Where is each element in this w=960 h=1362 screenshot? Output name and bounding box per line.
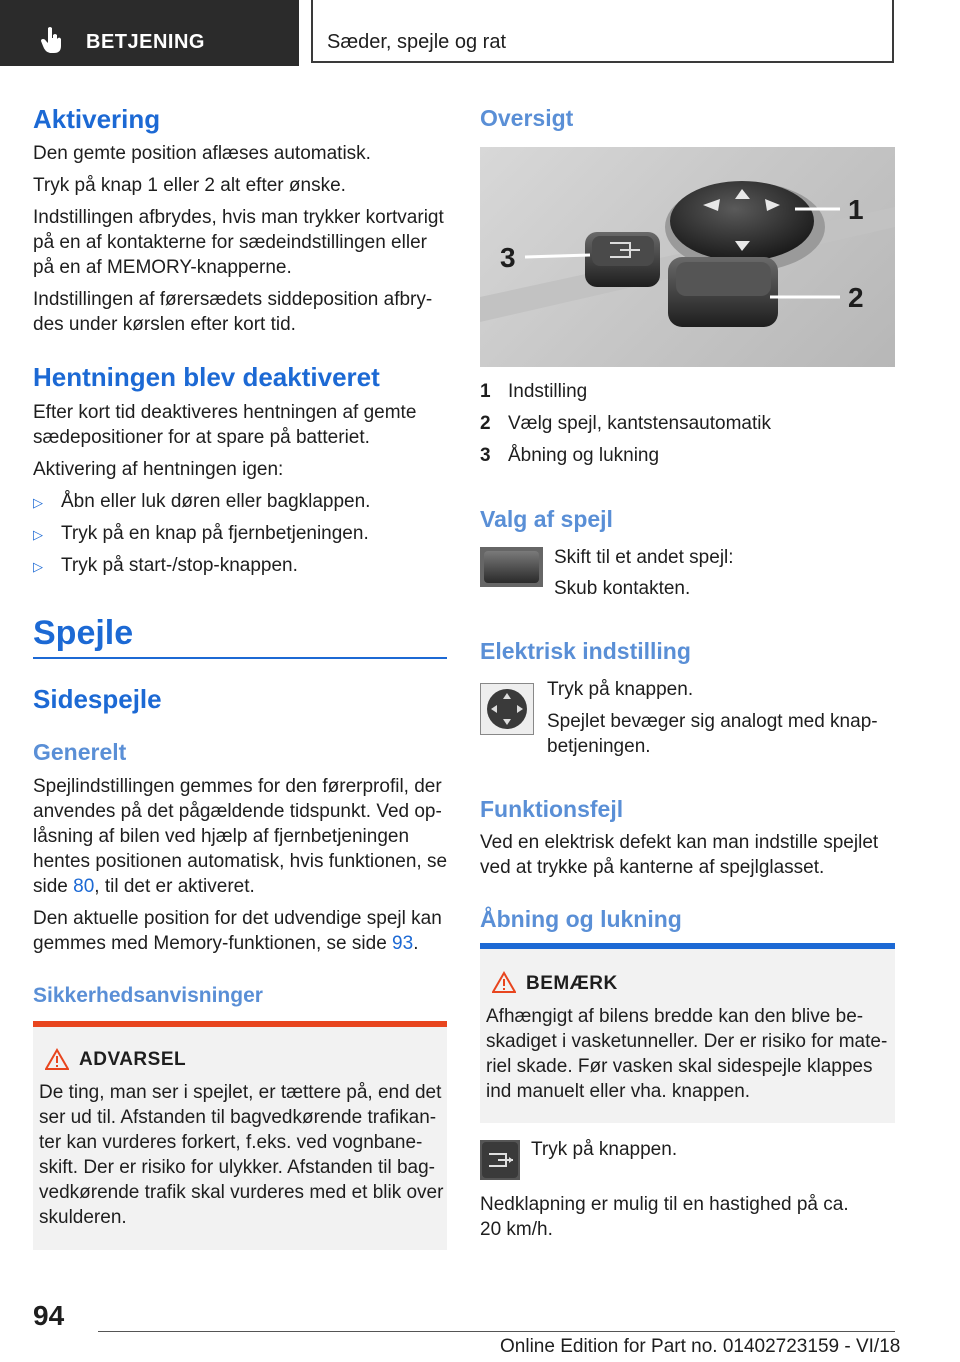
paragraph-line: Efter kort tid deaktiveres hentningen af gemte: [33, 402, 417, 423]
list-item: ▷ Åbn eller luk døren eller bagklappen.: [33, 489, 370, 515]
section-title: BETJENING: [86, 31, 205, 53]
paragraph: Aktivering af hentningen igen:: [33, 459, 284, 480]
note-line: ind manuelt eller vha. knappen.: [486, 1081, 751, 1102]
paragraph: Skift til et andet spejl:: [554, 547, 734, 568]
paragraph-line: på en af kontakterne for sædeindstillingen eller: [33, 232, 427, 253]
note-title: BEMÆRK: [526, 973, 618, 994]
fold-mirror-button-icon: [480, 1140, 520, 1180]
paragraph-line: sædepositioner for at spare på batteriet.: [33, 427, 370, 448]
list-item: ▷ Tryk på start-/stop-knappen.: [33, 553, 298, 579]
warning-line: De ting, man ser i spejlet, er tættere på, end det: [39, 1082, 442, 1103]
warning-line: ter kan vurderes forkert, f.eks. ved vognbane-: [39, 1132, 423, 1153]
heading-aktivering: Aktivering: [33, 104, 161, 134]
heading-funktionsfejl: Funktionsfejl: [480, 796, 624, 822]
list-item: 2 Vælg spejl, kantstensautomatik: [480, 413, 771, 434]
warning-line: skulderen.: [39, 1207, 127, 1228]
page-link-93[interactable]: 93: [392, 933, 414, 954]
paragraph-line: Ved en elektrisk defekt kan man indstille spejlet: [480, 832, 879, 853]
paragraph-line: Den aktuelle position for det udvendige spejl kan: [33, 908, 442, 929]
paragraph-line: hentes positionen automatisk, hvis funktionen, se: [33, 851, 448, 872]
header-chapter-box: [311, 0, 894, 63]
heading-spejle: Spejle: [33, 614, 134, 652]
heading-sikkerhed: Sikkerhedsanvisninger: [33, 984, 263, 1007]
paragraph-line: låsning af bilen ved hjælp af fjernbetjeningen: [33, 826, 410, 847]
warning-box: [33, 1021, 447, 1250]
mirror-control-photo: [480, 147, 895, 367]
paragraph-line: ved at trykke på kanterne af spejlglasset.: [480, 857, 825, 878]
triangle-bullet-icon: ▷: [33, 495, 43, 510]
warning-line: vedkørende trafik skal vurderes med et blik over: [39, 1182, 444, 1203]
warning-triangle-icon: [45, 1048, 69, 1070]
note-bar: [480, 943, 895, 949]
photo-label-1: 1: [848, 194, 864, 225]
triangle-bullet-icon: ▷: [33, 559, 43, 574]
heading-valg: Valg af spejl: [480, 506, 613, 532]
note-line: riel skade. Før vasken skal sidespejle klappes: [486, 1056, 873, 1077]
heading-sidespejle: Sidespejle: [33, 684, 162, 714]
heading-elektrisk: Elektrisk indstilling: [480, 638, 691, 664]
list-item: ▷ Tryk på en knap på fjernbetjeningen.: [33, 521, 369, 547]
triangle-bullet-icon: ▷: [33, 527, 43, 542]
page-number: 94: [33, 1300, 65, 1331]
paragraph: Den gemte position aflæses automatisk.: [33, 143, 371, 164]
mirror-selector-icon: [480, 547, 543, 587]
paragraph-line: gemmes med Memory-funktionen, se side 93.: [33, 933, 419, 954]
heading-hentning: Hentningen blev deaktiveret: [33, 362, 380, 392]
paragraph: Tryk på knap 1 eller 2 alt efter ønske.: [33, 175, 346, 196]
note-line: Afhængigt af bilens bredde kan den blive be-: [486, 1006, 864, 1027]
heading-oversigt: Oversigt: [480, 105, 574, 131]
note-line: skadiget i vasketunneller. Der er risiko for mate-: [486, 1031, 888, 1052]
note-box: [480, 943, 895, 1123]
paragraph-line: des under kørslen efter kort tid.: [33, 314, 296, 335]
paragraph-line: på en af MEMORY-knapperne.: [33, 257, 292, 278]
photo-label-2: 2: [848, 282, 864, 313]
mirror-joystick-icon: [480, 683, 534, 735]
paragraph: Tryk på knappen.: [547, 679, 694, 700]
chapter-title: Sæder, spejle og rat: [327, 31, 506, 53]
heading-generelt: Generelt: [33, 739, 127, 765]
mirror-switch-illustration: [480, 147, 895, 367]
paragraph-line: betjeningen.: [547, 736, 651, 757]
list-item: 3 Åbning og lukning: [480, 445, 660, 466]
hand-icon: [40, 26, 64, 54]
warning-title: ADVARSEL: [79, 1049, 187, 1070]
header-section-tab: [0, 0, 299, 66]
paragraph-line: Spejlindstillingen gemmes for den førerprofil, der: [33, 776, 442, 797]
warning-line: skift. Der er risiko for ulykker. Afstanden til bag-: [39, 1157, 435, 1178]
warning-line: ser ud til. Afstanden til bagvedkørende trafikan-: [39, 1107, 437, 1128]
section-rule: [33, 657, 447, 659]
heading-aabning: Åbning og lukning: [480, 906, 682, 932]
paragraph-line: anvendes på det pågældende tidspunkt. Ved op-: [33, 801, 442, 822]
list-item: 1 Indstilling: [480, 381, 588, 402]
page-link-80[interactable]: 80: [73, 876, 95, 897]
warning-bar: [33, 1021, 447, 1027]
paragraph: Tryk på knappen.: [531, 1139, 678, 1160]
paragraph: Skub kontakten.: [554, 578, 691, 599]
edition-text: Online Edition for Part no. 01402723159 - VI/18: [500, 1336, 901, 1357]
paragraph-line: Indstillingen afbrydes, hvis man trykker kortvarigt: [33, 207, 444, 228]
photo-label-3: 3: [500, 242, 516, 273]
paragraph-line: 20 km/h.: [480, 1219, 553, 1240]
paragraph-line: Indstillingen af førersædets siddeposition afbry-: [33, 289, 433, 310]
warning-triangle-icon: [492, 971, 516, 993]
paragraph-line: side 80, til det er aktiveret.: [33, 876, 255, 897]
footer-rule: [98, 1331, 895, 1332]
paragraph-line: Spejlet bevæger sig analogt med knap-: [547, 711, 878, 732]
paragraph-line: Nedklapning er mulig til en hastighed på ca.: [480, 1194, 849, 1215]
